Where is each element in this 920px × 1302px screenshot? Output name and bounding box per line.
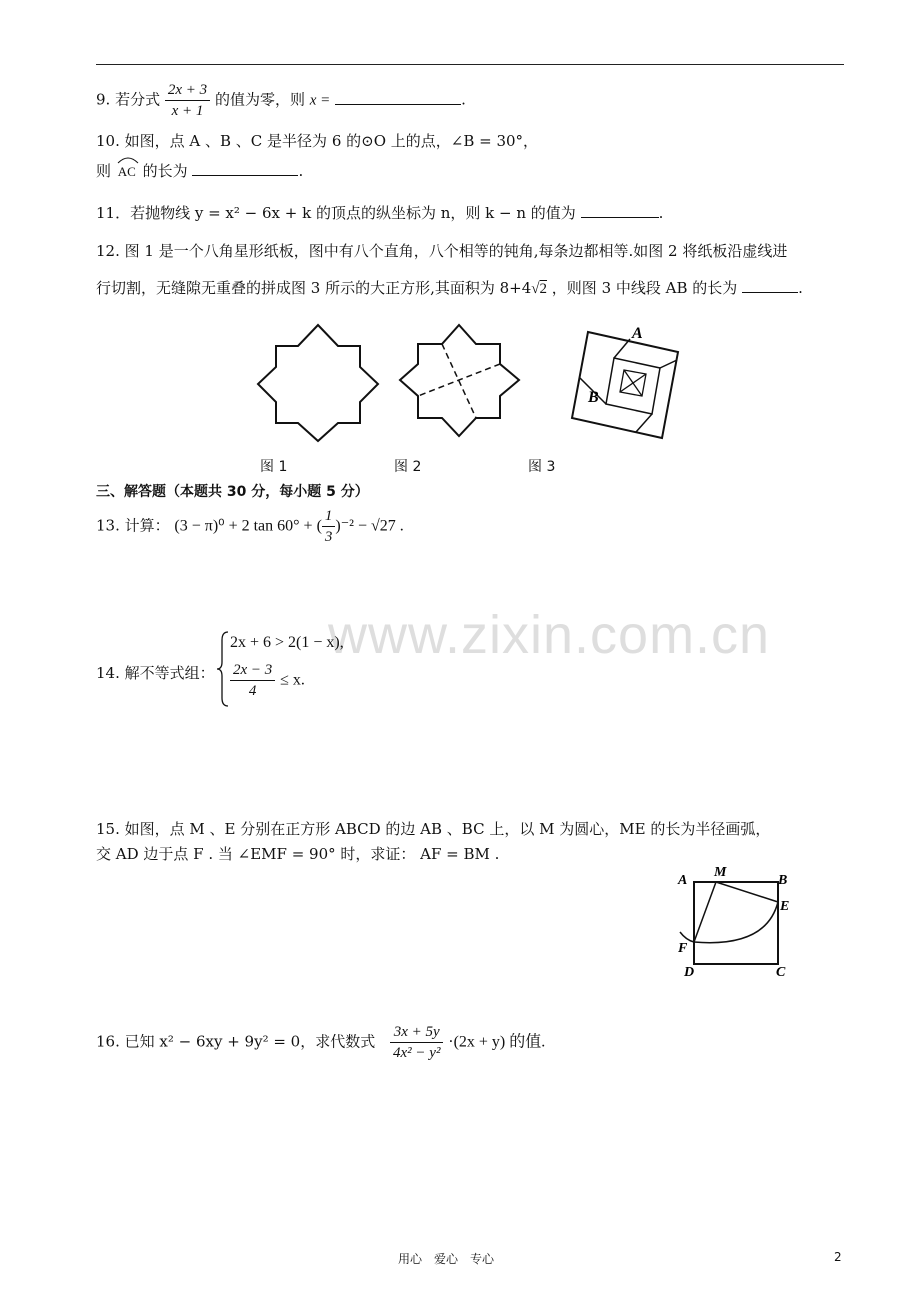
question-10-line2 [96, 160, 303, 181]
question-15-line1: 15. 如图，点 M 、E 分别在正方形 ABCD 的边 AB 、BC 上，以 M 为圆心，ME 的长为半径画弧， [96, 820, 771, 838]
q9-frac-denominator: x + 1 [171, 103, 204, 119]
arc-mark-icon [116, 156, 140, 164]
question-16 [96, 1022, 545, 1063]
q12-text-pre: 行切割，无缝隙无重叠的拼成图 3 所示的大正方形,其面积为 8+4 [96, 279, 532, 297]
q10-arc [116, 162, 138, 180]
figure-1-caption: 图 1 [260, 459, 288, 475]
q15-label-b: B [778, 873, 788, 888]
q13-fraction [322, 506, 336, 547]
q10-text-pre: 则 [96, 162, 112, 180]
q10-answer-blank[interactable] [192, 163, 298, 176]
q15-label-d: D [684, 965, 695, 980]
q9-answer-blank[interactable] [335, 92, 461, 105]
figure-1-star [256, 322, 380, 444]
q13-frac-denominator: 3 [324, 529, 333, 545]
q15-label-e: E [780, 899, 790, 914]
watermark: www.zixin.com.cn [328, 605, 771, 665]
q12-sqrt: 2 [539, 281, 548, 297]
q9-end: . [461, 90, 466, 109]
q16-text-post: ·(2x + y) 的值. [448, 1033, 546, 1051]
q9-fraction [165, 80, 210, 121]
q12-end: . [798, 279, 803, 297]
q10-arc-label: AC [117, 164, 136, 179]
q15-label-c: C [776, 965, 786, 980]
q16-fraction [390, 1022, 443, 1063]
question-15-line2: 交 AD 边于点 F . 当 ∠EMF = 90° 时，求证： AF = BM . [96, 845, 500, 863]
question-12-line2: 行切割，无缝隙无重叠的拼成图 3 所示的大正方形,其面积为 8+4√2 ，则图 3 中线段 AB 的长为 . [96, 279, 803, 297]
footer-motto: 用心 爱心 专心 [398, 1252, 495, 1266]
question-9 [96, 80, 466, 121]
q11-end: . [658, 204, 664, 222]
q10-text-post: 的长为 [142, 162, 188, 180]
q12-text-post: ，则图 3 中线段 AB 的长为 [551, 279, 738, 297]
figure-2-star-cut [398, 322, 522, 438]
q10-text: 如图，点 A 、B 、C 是半径为 6 的⊙O 上的点，∠B = 30°， [124, 132, 539, 150]
q14-frac-denominator: 4 [248, 683, 257, 699]
q15-label-a: A [678, 873, 688, 888]
question-10-line1 [96, 130, 538, 151]
q14-inequality-2 [230, 660, 305, 701]
q12-answer-blank[interactable] [742, 280, 798, 293]
figure-3-square [566, 320, 686, 442]
question-11 [96, 202, 663, 223]
q14-frac-numerator: 2x − 3 [230, 660, 275, 681]
figure-3-caption: 图 3 [528, 459, 556, 475]
fig3-label-b: B [588, 389, 599, 406]
q16-text-pre: 16. 已知 x² − 6xy + 9y² = 0，求代数式 [96, 1032, 376, 1051]
header-rule [96, 64, 844, 65]
question-13 [96, 506, 404, 547]
q11-text: 11．若抛物线 y = x² − 6x + k 的顶点的纵坐标为 n，则 k − n 的值为 [96, 204, 576, 222]
question-12-line1 [96, 240, 787, 261]
q15-label-f: F [678, 941, 688, 956]
q9-text-post: 的值为零，则 [214, 90, 305, 109]
fig3-label-a: A [632, 325, 643, 342]
q15-label-m: M [714, 865, 727, 880]
q16-frac-numerator: 3x + 5y [390, 1022, 443, 1043]
q12-text-line1: 12. 图 1 是一个八角星形纸板，图中有八个直角，八个相等的钝角,每条边都相等.如图 2 将纸板沿虚线进 [96, 242, 788, 260]
q14-ineq2-tail: ≤ x. [280, 671, 305, 689]
q10-end: . [298, 162, 304, 180]
section-3-title: 三、解答题（本题共 30 分，每小题 5 分） [96, 484, 369, 500]
q9-text-pre: 若分式 [115, 90, 161, 109]
q11-answer-blank[interactable] [581, 205, 659, 218]
q13-frac-numerator: 1 [322, 506, 336, 527]
q14-label: 14. 解不等式组： [96, 664, 215, 682]
q9-variable: x = [309, 92, 331, 109]
left-brace-icon [216, 630, 230, 708]
q14-inequality-1: 2x + 6 > 2(1 − x), [230, 634, 344, 651]
q14-fraction [230, 660, 275, 701]
q13-expr-part2: )⁻² − √27 . [335, 517, 404, 535]
figure-q15-square [674, 862, 798, 982]
q16-frac-denominator: 4x² − y² [393, 1045, 441, 1061]
q9-number: 9. [96, 90, 111, 109]
q13-expr-part1: (3 − π)⁰ + 2 tan 60° + ( [174, 517, 322, 535]
q9-frac-numerator: 2x + 3 [165, 80, 210, 101]
q10-number: 10. [96, 132, 120, 150]
figure-2-caption: 图 2 [394, 459, 422, 475]
page-number: 2 [834, 1250, 842, 1264]
q13-label: 13. 计算： [96, 516, 170, 535]
